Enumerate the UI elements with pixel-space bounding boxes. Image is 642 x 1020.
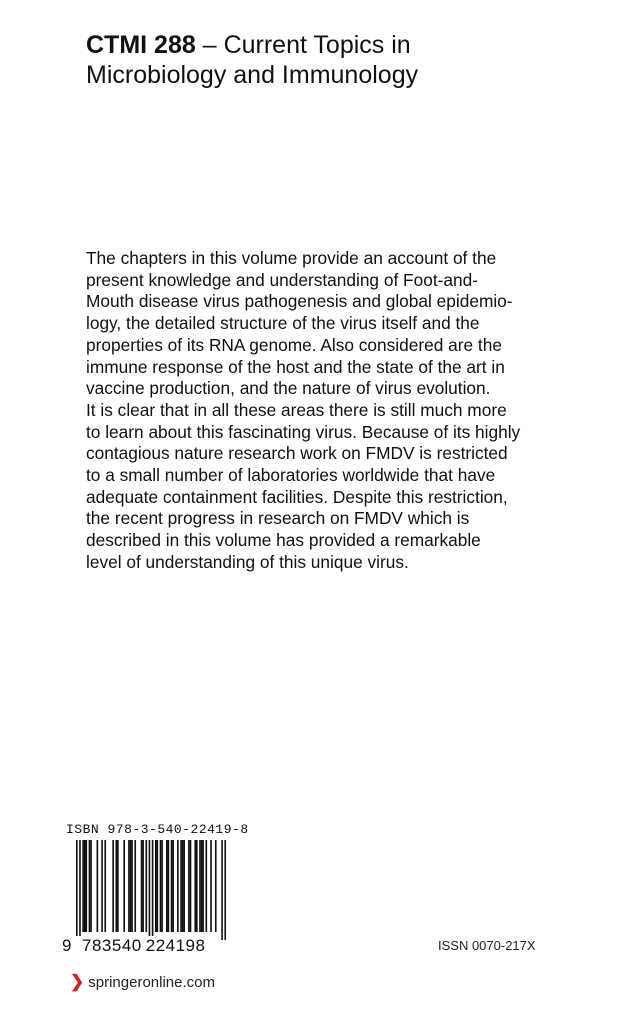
barcode-bar xyxy=(201,840,203,932)
barcode-bar xyxy=(97,840,99,932)
barcode-bar xyxy=(221,840,223,940)
barcode-bar xyxy=(89,840,91,932)
barcode-bar xyxy=(123,840,125,932)
barcode-bar xyxy=(205,840,207,932)
book-title xyxy=(86,30,606,90)
barcode-bar xyxy=(104,840,106,932)
back-cover-description xyxy=(86,248,556,574)
barcode-bar xyxy=(183,840,185,932)
description-paragraph xyxy=(86,248,556,574)
description-line: properties of its RNA genome. Also considered are the xyxy=(86,334,502,355)
barcode-bar xyxy=(76,840,78,940)
barcode-bar xyxy=(90,840,92,932)
isbn-label: ISBN 978-3-540-22419-8 xyxy=(66,822,249,837)
barcode-bar xyxy=(155,840,157,932)
barcode-bar xyxy=(161,840,163,932)
description-line: immune response of the host and the state of the art in xyxy=(86,356,505,377)
title-line-2: Microbiology and Immunology xyxy=(86,61,419,89)
isbn-barcode xyxy=(76,840,226,940)
barcode-first-digit: 9 xyxy=(62,936,72,955)
barcode-bar xyxy=(180,840,182,932)
barcode-right-digits: 224198 xyxy=(145,936,206,955)
barcode-bar xyxy=(190,840,192,932)
description-line: level of understanding of this unique virus. xyxy=(86,551,409,572)
publisher-url[interactable]: springeronline.com xyxy=(88,973,215,991)
barcode-bar xyxy=(128,840,130,932)
title-separator: – xyxy=(195,31,224,59)
barcode-bar xyxy=(182,840,184,932)
barcode-bar xyxy=(202,840,204,932)
barcode-bar xyxy=(171,840,173,932)
barcode-bar xyxy=(157,840,159,932)
barcode-bar xyxy=(215,840,217,932)
barcode-bar xyxy=(101,840,103,932)
barcode-bar xyxy=(145,840,147,932)
series-name-part-1: Current Topics in xyxy=(223,31,411,59)
barcode-bar xyxy=(160,840,162,932)
barcode-bar xyxy=(210,840,212,932)
barcode-bar xyxy=(188,840,190,932)
barcode-bar xyxy=(152,840,154,940)
description-line: logy, the detailed structure of the virus itself and the xyxy=(86,313,480,334)
barcode-bar xyxy=(177,840,179,932)
description-line: It is clear that in all these areas there is still much more xyxy=(86,399,507,420)
description-line: The chapters in this volume provide an account of the xyxy=(86,248,497,268)
barcode-bar xyxy=(112,840,114,932)
barcode-bar xyxy=(79,840,81,940)
barcode-bar xyxy=(172,840,174,932)
barcode-bar xyxy=(115,840,117,932)
description-line: to learn about this fascinating virus. Because of its highly xyxy=(86,421,521,442)
barcode-bar xyxy=(131,840,133,932)
description-line: contagious nature research work on FMDV is restricted xyxy=(86,443,508,464)
description-line: adequate containment facilities. Despite this restriction, xyxy=(86,486,508,507)
barcode-bar xyxy=(199,840,201,932)
barcode-bar xyxy=(196,840,198,932)
barcode-bar xyxy=(166,840,168,932)
barcode-bar xyxy=(168,840,170,932)
title-line-1 xyxy=(86,30,606,60)
barcode-bar xyxy=(224,840,226,940)
barcode-bar xyxy=(117,840,119,932)
barcode-digits xyxy=(62,936,205,956)
publisher-link[interactable] xyxy=(70,972,215,992)
barcode-bar xyxy=(142,840,144,932)
description-line: present knowledge and understanding of Foot-and- xyxy=(86,269,478,290)
barcode-bar xyxy=(134,840,136,932)
description-line: described in this volume has provided a remarkable xyxy=(86,530,481,551)
barcode-bar xyxy=(82,840,84,932)
barcode-bar xyxy=(85,840,87,932)
chevron-right-icon: ❯ xyxy=(70,972,85,991)
barcode-bar xyxy=(194,840,196,932)
barcode-bar xyxy=(141,840,143,932)
description-line: the recent progress in research on FMDV which is xyxy=(86,508,470,529)
series-code: CTMI 288 xyxy=(86,31,196,59)
barcode-left-digits: 783540 xyxy=(82,936,142,955)
issn-number: ISSN 0070-217X xyxy=(438,938,536,953)
barcode-bar xyxy=(149,840,151,940)
barcode-bar xyxy=(130,840,132,932)
description-line: to a small number of laboratories worldwide that have xyxy=(86,465,496,486)
description-line: Mouth disease virus pathogenesis and global epidemio- xyxy=(86,291,513,312)
barcode-bar xyxy=(84,840,86,932)
description-line: vaccine production, and the nature of virus evolution. xyxy=(86,378,491,399)
